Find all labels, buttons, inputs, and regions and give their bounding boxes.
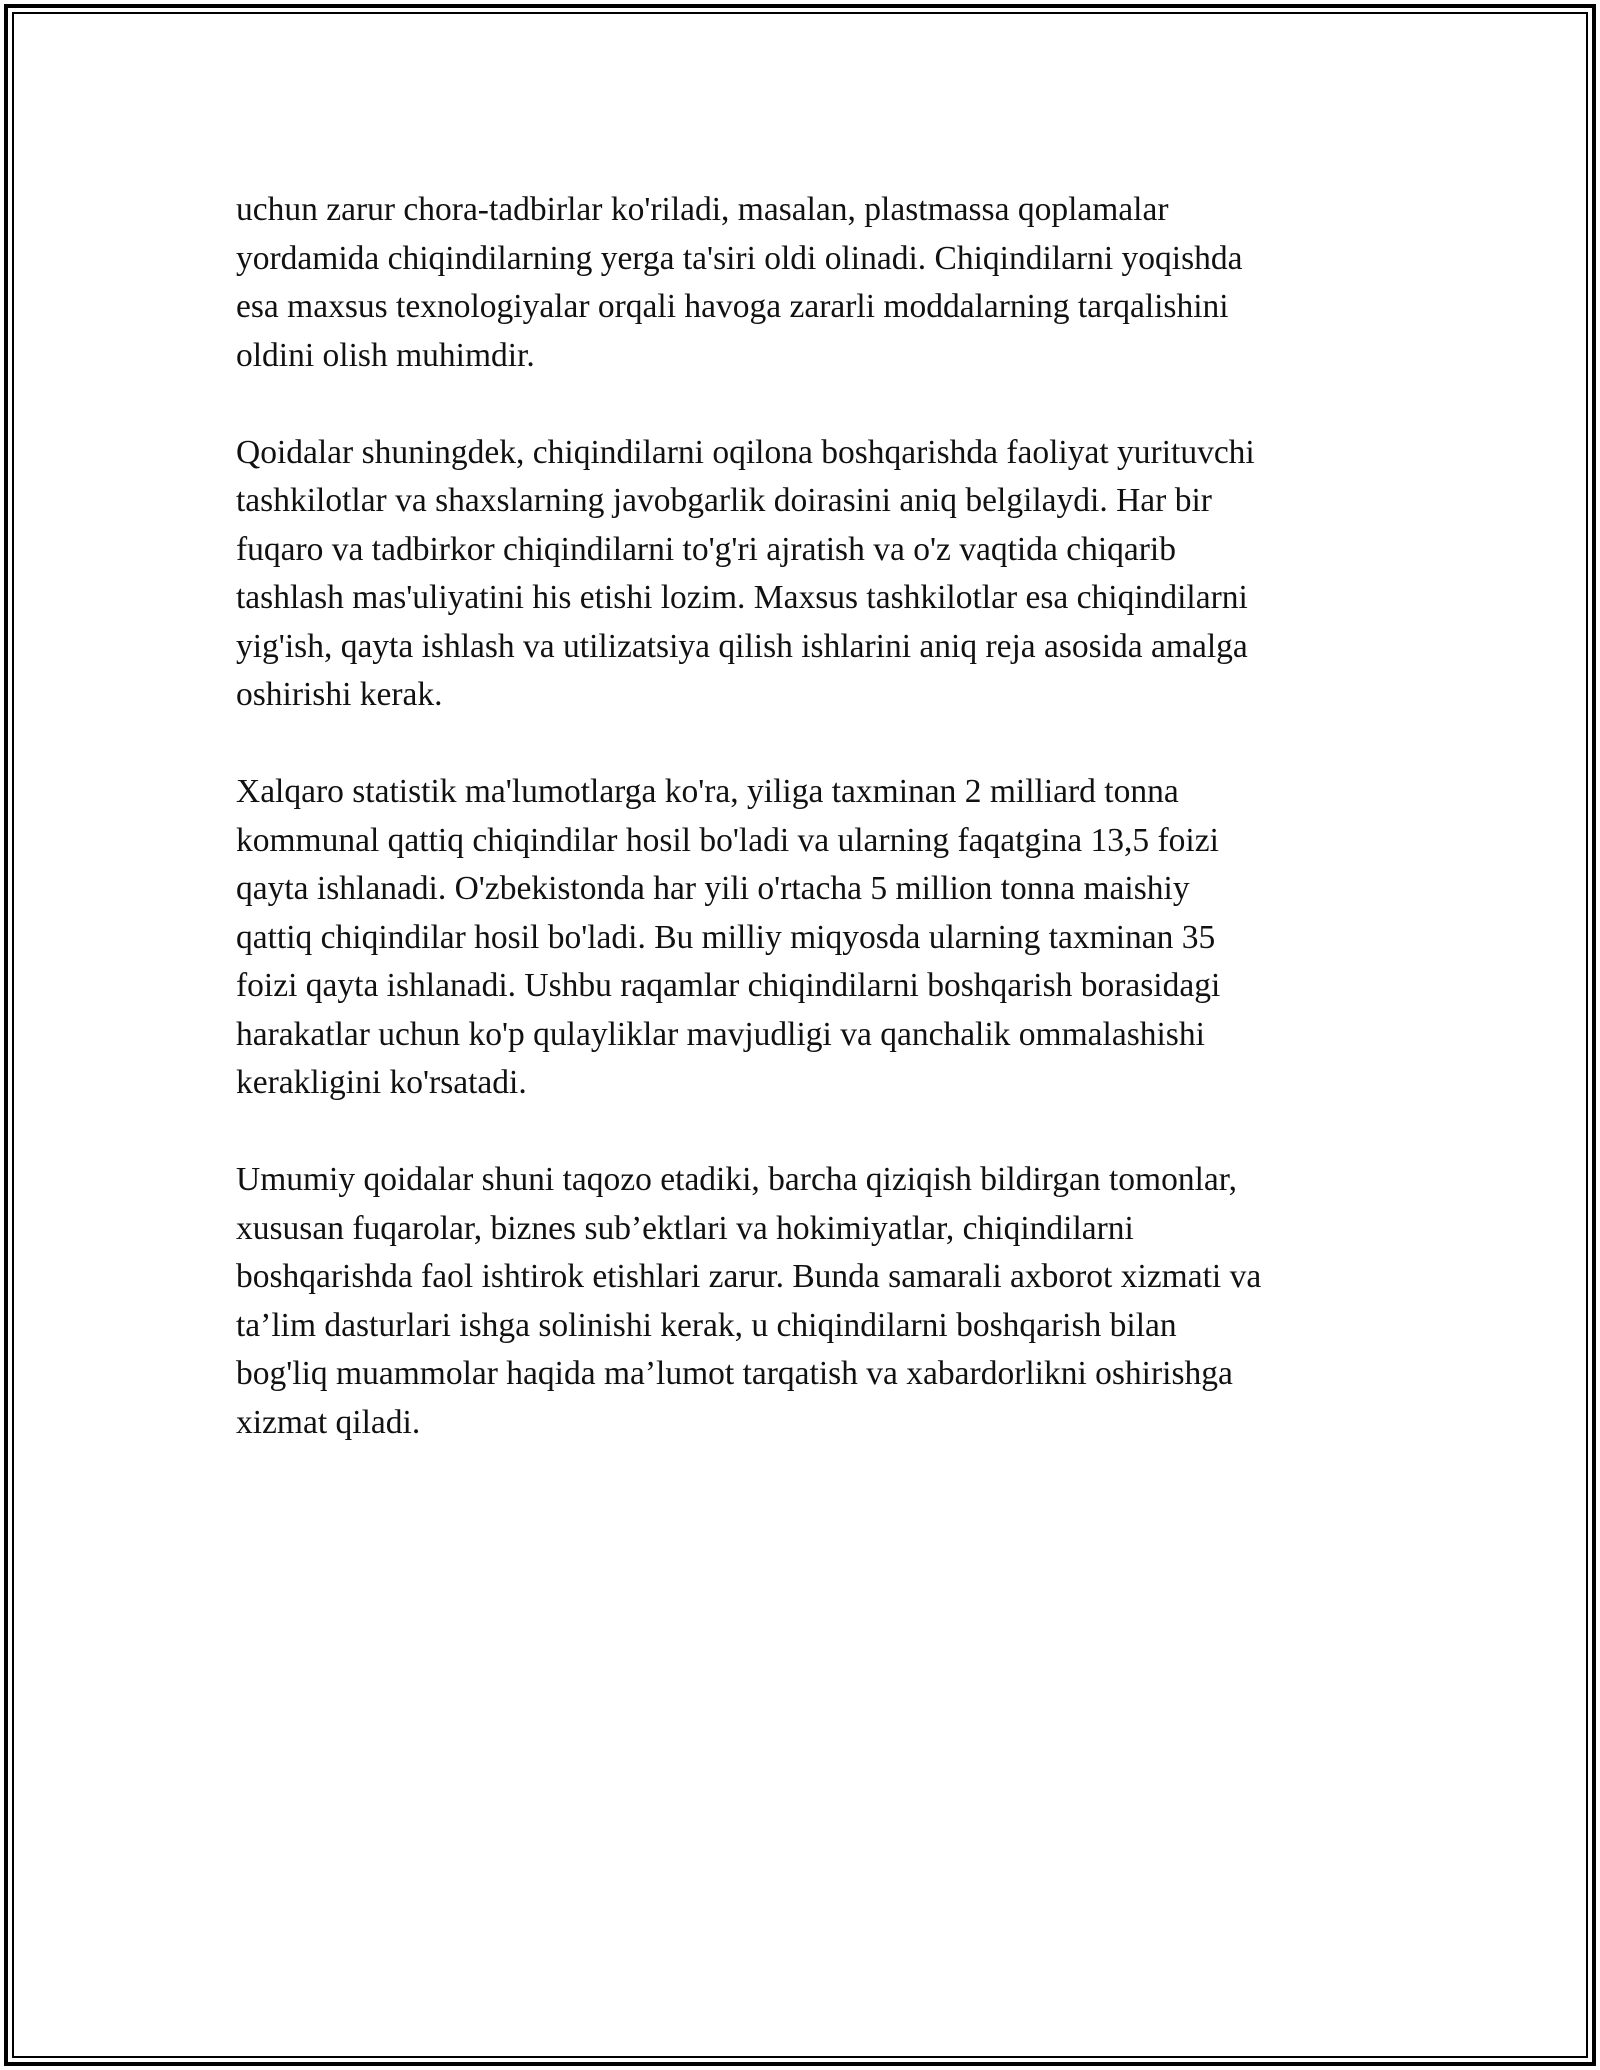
document-body [236,186,1372,1496]
paragraph: Xalqaro statistik ma'lumotlarga ko'ra, yiliga taxminan 2 milliard tonna kommunal qattiq chiqindilar hosil bo'ladi va ularning faqatgina 13,5 foizi qayta ishlanadi. O'zbekistonda har yili o'rtacha 5 million tonna maishiy qattiq chiqindilar hosil bo'ladi. Bu milliy miqyosda ularning taxminan 35 foizi qayta ishlanadi. Ushbu raqamlar chiqindilarni boshqarish borasidagi harakatlar uchun ko'p qulayliklar mavjudligi va qanchalik ommalashishi kerakligini ko'rsatadi. [236,773,1221,1101]
paragraph: Qoidalar shuningdek, chiqindilarni oqilona boshqarishda faoliyat yurituvchi tashkilotlar va shaxslarning javobgarlik doirasini aniq belgilaydi. Har bir fuqaro va tadbirkor chiqindilarni to'g'ri ajratish va o'z vaqtida chiqarib tashlash mas'uliyatini his etishi lozim. Maxsus tashkilotlar esa chiqindilarni yig'ish, qayta ishlash va utilizatsiya qilish ishlarini aniq reja asosida amalga oshirishi kerak. [236,433,1255,713]
paragraph: uchun zarur chora-tadbirlar ko'riladi, masalan, plastmassa qoplamalar yordamida chiqindilarning yerga ta'siri oldi olinadi. Chiqindilarni yoqishda esa maxsus texnologiyalar orqali havoga zararli moddalarning tarqalishini oldini olish muhimdir. [236,191,1243,374]
paragraph: Umumiy qoidalar shuni taqozo etadiki, barcha qiziqish bildirgan tomonlar, xususan fuqarolar, biznes sub’ektlari va hokimiyatlar, chiqindilarni boshqarishda faol ishtirok etishlari zarur. Bunda samarali axborot xizmati va ta’lim dasturlari ishga solinishi kerak, u chiqindilarni boshqarish bilan bog'liq muammolar haqida ma’lumot tarqatish va xabardorlikni oshirishga xizmat qiladi. [236,1161,1262,1441]
